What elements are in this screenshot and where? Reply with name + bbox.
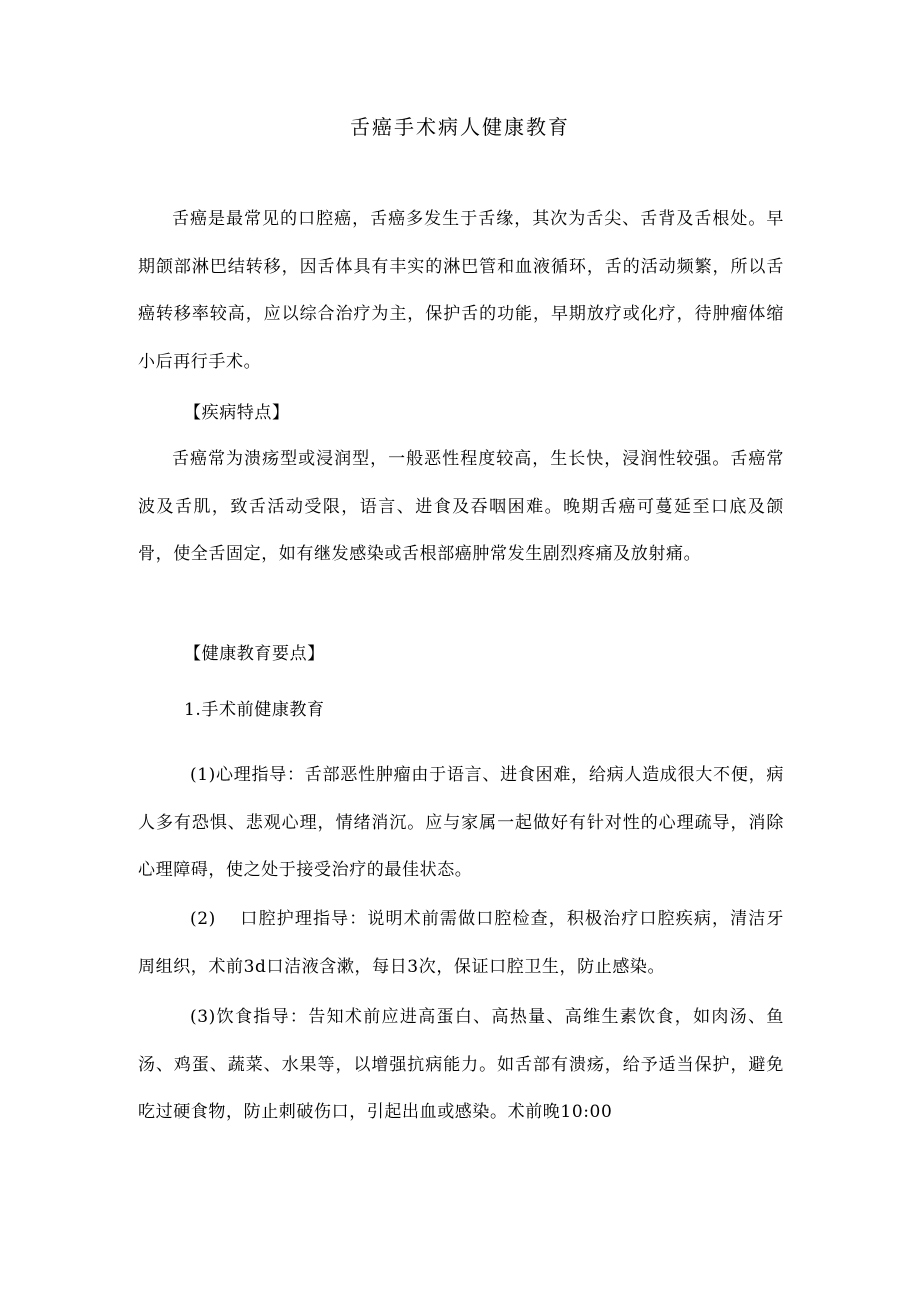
item-paragraph <box>138 994 784 1137</box>
preop-heading: 1.手术前健康教育 <box>184 700 325 720</box>
item-number: (1) <box>190 765 216 785</box>
section-heading-education: 【健康教育要点】 <box>184 644 325 664</box>
features-paragraph: 舌癌常为溃疡型或浸润型，一般恶性程度较高，生长快，浸润性较强。舌癌常波及舌肌，致舌活动受限，语言、进食及吞咽困难。晚期舌癌可蔓延至口底及颌骨，使全舌固定，如有继发感染或舌根部癌肿常发生剧烈疼痛及放射痛。 <box>138 449 784 565</box>
document-title: 舌癌手术病人健康教育 <box>350 115 570 139</box>
intro-paragraph: 舌癌是最常见的口腔癌，舌癌多发生于舌缘，其次为舌尖、舌背及舌根处。早期颌部淋巴结转移，因舌体具有丰实的淋巴管和血液循环，舌的活动频繁，所以舌癌转移率较高，应以综合治疗为主，保护舌的功能，早期放疗或化疗，待肿瘤体缩小后再行手术。 <box>138 209 784 372</box>
section-heading-features: 【疾病特点】 <box>184 403 290 423</box>
item-number: (3) <box>190 1007 216 1027</box>
item-text: 口腔护理指导：说明术前需做口腔检查，积极治疗口腔疾病，清洁牙周组织，术前3d口洁液含漱，每日3次，保证口腔卫生，防止感染。 <box>138 909 784 977</box>
item-paragraph <box>138 752 784 895</box>
item-text: 饮食指导：告知术前应进高蛋白、高热量、高维生素饮食，如肉汤、鱼汤、鸡蛋、蔬菜、水果等，以增强抗病能力。如舌部有溃疡，给予适当保护，避免吃过硬食物，防止刺破伤口，引起出血或感染。术前晚10:00 <box>138 1007 784 1123</box>
item-paragraph <box>138 896 784 991</box>
item-number: (2) <box>190 909 216 929</box>
item-text: 心理指导：舌部恶性肿瘤由于语言、进食困难，给病人造成很大不便，病人多有恐惧、悲观心理，情绪消沉。应与家属一起做好有针对性的心理疏导，消除心理障碍，使之处于接受治疗的最佳状态。 <box>138 765 784 881</box>
